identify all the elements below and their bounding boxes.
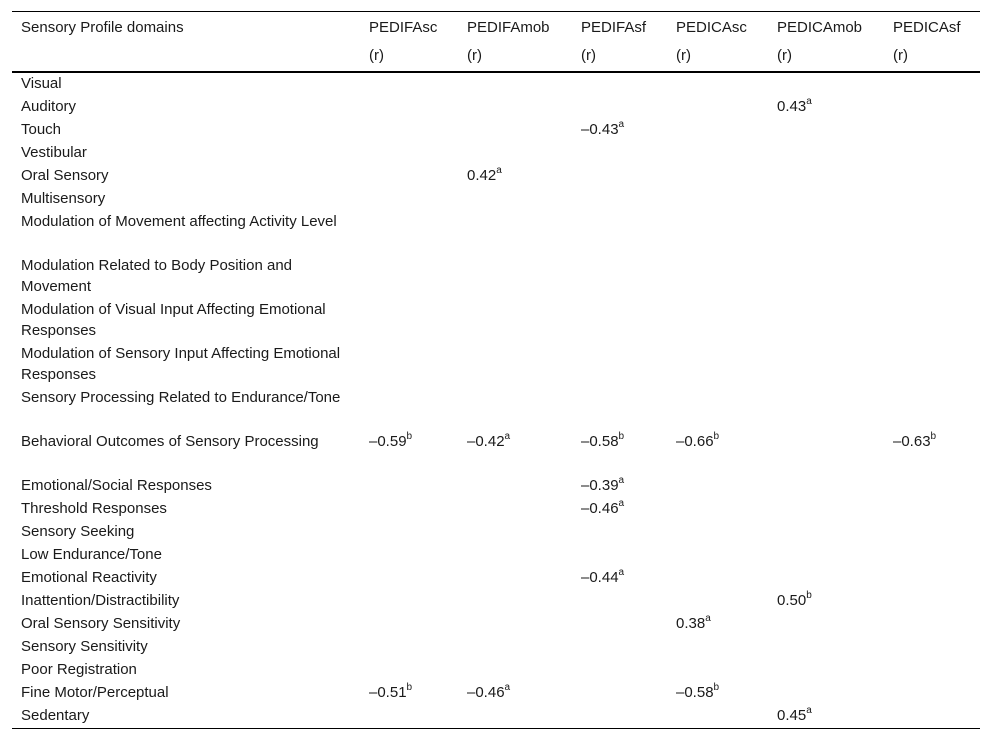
correlation-cell bbox=[884, 211, 980, 255]
table-row bbox=[12, 255, 980, 299]
correlation-value: 0.43 bbox=[777, 98, 807, 115]
correlation-cell bbox=[884, 142, 980, 165]
correlation-cell bbox=[768, 498, 884, 521]
correlation-value: 0.42 bbox=[467, 167, 497, 184]
correlation-cell bbox=[458, 387, 572, 431]
header-unit: (r) bbox=[467, 47, 482, 64]
correlation-cell bbox=[360, 659, 458, 682]
header-unit: (r) bbox=[581, 47, 596, 64]
correlation-cell bbox=[360, 498, 458, 521]
correlation-cell bbox=[572, 567, 667, 590]
significance-marker: b bbox=[406, 682, 413, 693]
correlation-cell bbox=[884, 72, 980, 96]
correlation-cell bbox=[572, 498, 667, 521]
header-col-pedicamob: PEDICAmob bbox=[777, 19, 863, 36]
row-label: Sedentary bbox=[12, 705, 360, 729]
row-label: Emotional/Social Responses bbox=[21, 477, 212, 494]
correlation-cell bbox=[884, 682, 980, 705]
correlation-table bbox=[12, 11, 980, 729]
table-row bbox=[12, 705, 980, 729]
significance-marker: a bbox=[618, 475, 625, 486]
correlation-cell bbox=[458, 590, 572, 613]
correlation-cell bbox=[768, 211, 884, 255]
correlation-cell bbox=[572, 387, 667, 431]
correlation-cell bbox=[768, 255, 884, 299]
table-row bbox=[12, 72, 980, 96]
table-row bbox=[12, 343, 980, 387]
header-row bbox=[12, 12, 980, 44]
correlation-cell bbox=[884, 498, 980, 521]
correlation-cell bbox=[360, 119, 458, 142]
row-label: Oral Sensory bbox=[21, 167, 109, 184]
correlation-cell bbox=[768, 544, 884, 567]
correlation-cell bbox=[458, 165, 572, 188]
row-label: Inattention/Distractibility bbox=[21, 592, 180, 609]
correlation-cell bbox=[884, 659, 980, 682]
correlation-cell bbox=[667, 590, 768, 613]
table-row bbox=[12, 567, 980, 590]
correlation-value: –0.51 bbox=[369, 684, 407, 701]
table-row bbox=[12, 636, 980, 659]
correlation-cell bbox=[572, 299, 667, 343]
correlation-cell bbox=[458, 96, 572, 119]
correlation-cell bbox=[572, 255, 667, 299]
header-unit: (r) bbox=[369, 47, 384, 64]
correlation-cell bbox=[768, 165, 884, 188]
header-col-pedicasc: PEDICAsc bbox=[676, 19, 747, 36]
correlation-cell bbox=[360, 387, 458, 431]
row-label: Modulation of Movement affecting Activity Level bbox=[21, 213, 337, 230]
correlation-cell bbox=[458, 72, 572, 96]
table-row bbox=[12, 299, 980, 343]
correlation-cell bbox=[884, 165, 980, 188]
correlation-cell bbox=[360, 431, 458, 475]
table-body bbox=[12, 72, 980, 729]
correlation-value: 0.45 bbox=[777, 707, 807, 724]
correlation-cell bbox=[667, 498, 768, 521]
correlation-cell bbox=[667, 119, 768, 142]
correlation-value: 0.38 bbox=[676, 615, 706, 632]
table-row bbox=[12, 498, 980, 521]
correlation-cell bbox=[572, 636, 667, 659]
significance-marker: a bbox=[496, 165, 502, 176]
correlation-cell bbox=[360, 96, 458, 119]
correlation-cell bbox=[768, 299, 884, 343]
correlation-cell bbox=[667, 96, 768, 119]
correlation-cell bbox=[458, 431, 572, 475]
correlation-cell bbox=[458, 119, 572, 142]
correlation-cell bbox=[572, 682, 667, 705]
correlation-cell bbox=[458, 521, 572, 544]
correlation-cell bbox=[360, 72, 458, 96]
row-label: Sensory Sensitivity bbox=[21, 638, 148, 655]
correlation-cell bbox=[458, 188, 572, 211]
correlation-cell bbox=[360, 613, 458, 636]
correlation-cell bbox=[458, 211, 572, 255]
significance-marker: b bbox=[713, 431, 720, 442]
correlation-cell bbox=[884, 705, 980, 729]
correlation-cell bbox=[458, 613, 572, 636]
correlation-cell bbox=[360, 590, 458, 613]
header-unit: (r) bbox=[893, 47, 908, 64]
correlation-cell bbox=[884, 343, 980, 387]
correlation-cell bbox=[458, 255, 572, 299]
correlation-cell bbox=[572, 72, 667, 96]
correlation-value: –0.66 bbox=[676, 433, 714, 450]
correlation-cell bbox=[360, 705, 458, 729]
table-row bbox=[12, 521, 980, 544]
row-label: Poor Registration bbox=[21, 661, 137, 678]
correlation-cell bbox=[667, 475, 768, 498]
correlation-value: –0.42 bbox=[467, 433, 505, 450]
correlation-cell bbox=[768, 119, 884, 142]
correlation-cell bbox=[884, 544, 980, 567]
correlation-cell bbox=[884, 431, 980, 475]
significance-marker: a bbox=[504, 431, 511, 442]
correlation-value: –0.58 bbox=[581, 433, 619, 450]
header-col-pedifasf: PEDIFAsf bbox=[581, 19, 647, 36]
correlation-cell bbox=[458, 142, 572, 165]
correlation-value: –0.46 bbox=[467, 684, 505, 701]
correlation-cell bbox=[768, 431, 884, 475]
significance-marker: b bbox=[713, 682, 720, 693]
significance-marker: b bbox=[618, 431, 625, 442]
correlation-cell bbox=[884, 613, 980, 636]
table-row bbox=[12, 590, 980, 613]
correlation-cell bbox=[884, 299, 980, 343]
correlation-value: –0.44 bbox=[581, 569, 619, 586]
correlation-cell bbox=[768, 659, 884, 682]
correlation-cell bbox=[360, 299, 458, 343]
correlation-cell bbox=[667, 387, 768, 431]
correlation-cell bbox=[667, 682, 768, 705]
correlation-cell bbox=[360, 188, 458, 211]
correlation-cell bbox=[768, 475, 884, 498]
significance-marker: a bbox=[705, 613, 711, 624]
row-label: Low Endurance/Tone bbox=[21, 546, 162, 563]
correlation-cell bbox=[360, 475, 458, 498]
correlation-cell bbox=[458, 544, 572, 567]
correlation-cell bbox=[884, 387, 980, 431]
correlation-cell bbox=[458, 659, 572, 682]
header-unit: (r) bbox=[676, 47, 691, 64]
row-label: Oral Sensory Sensitivity bbox=[21, 615, 181, 632]
table-row bbox=[12, 96, 980, 119]
correlation-cell bbox=[768, 590, 884, 613]
correlation-cell bbox=[768, 682, 884, 705]
correlation-cell bbox=[768, 142, 884, 165]
row-label: Modulation of Sensory Input Affecting Emotional Responses bbox=[21, 345, 341, 383]
significance-marker: a bbox=[618, 498, 625, 509]
significance-marker: b bbox=[930, 431, 937, 442]
correlation-cell bbox=[572, 431, 667, 475]
correlation-cell bbox=[884, 96, 980, 119]
correlation-value: –0.46 bbox=[581, 500, 619, 517]
table-row bbox=[12, 119, 980, 142]
correlation-cell bbox=[572, 475, 667, 498]
correlation-cell bbox=[458, 343, 572, 387]
correlation-cell bbox=[884, 636, 980, 659]
correlation-cell bbox=[667, 165, 768, 188]
correlation-cell bbox=[884, 521, 980, 544]
row-label: Sensory Seeking bbox=[21, 523, 135, 540]
correlation-cell bbox=[667, 544, 768, 567]
correlation-cell bbox=[572, 188, 667, 211]
correlation-cell bbox=[360, 211, 458, 255]
correlation-cell bbox=[884, 567, 980, 590]
table-header bbox=[12, 12, 980, 73]
correlation-value: –0.39 bbox=[581, 477, 619, 494]
correlation-cell bbox=[667, 343, 768, 387]
correlation-cell bbox=[884, 475, 980, 498]
correlation-cell bbox=[768, 387, 884, 431]
correlation-cell bbox=[572, 211, 667, 255]
significance-marker: a bbox=[806, 96, 812, 107]
correlation-cell bbox=[572, 590, 667, 613]
correlation-cell bbox=[360, 142, 458, 165]
correlation-cell bbox=[360, 165, 458, 188]
correlation-cell bbox=[572, 119, 667, 142]
correlation-cell bbox=[458, 705, 572, 729]
header-col-pedifasc: PEDIFAsc bbox=[369, 19, 438, 36]
correlation-cell bbox=[768, 521, 884, 544]
correlation-value: –0.58 bbox=[676, 684, 714, 701]
row-label: Threshold Responses bbox=[21, 500, 167, 517]
correlation-cell bbox=[768, 96, 884, 119]
correlation-cell bbox=[667, 431, 768, 475]
header-col-pedicasf: PEDICAsf bbox=[893, 19, 961, 36]
correlation-cell bbox=[667, 255, 768, 299]
table-row bbox=[12, 659, 980, 682]
correlation-cell bbox=[667, 72, 768, 96]
correlation-cell bbox=[768, 72, 884, 96]
correlation-cell bbox=[360, 636, 458, 659]
correlation-cell bbox=[360, 567, 458, 590]
correlation-value: –0.63 bbox=[893, 433, 931, 450]
table-row bbox=[12, 142, 980, 165]
correlation-cell bbox=[360, 521, 458, 544]
correlation-cell bbox=[458, 567, 572, 590]
significance-marker: a bbox=[504, 682, 511, 693]
significance-marker: a bbox=[806, 705, 812, 716]
correlation-cell bbox=[667, 705, 768, 729]
correlation-cell bbox=[572, 544, 667, 567]
correlation-cell bbox=[768, 613, 884, 636]
correlation-cell bbox=[667, 211, 768, 255]
correlation-cell bbox=[884, 119, 980, 142]
row-label: Fine Motor/Perceptual bbox=[21, 684, 169, 701]
row-label: Touch bbox=[21, 121, 62, 138]
correlation-cell bbox=[667, 521, 768, 544]
correlation-value: 0.50 bbox=[777, 592, 807, 609]
table-row bbox=[12, 613, 980, 636]
row-label: Modulation of Visual Input Affecting Emotional Responses bbox=[21, 301, 326, 339]
header-unit-row bbox=[12, 43, 980, 72]
correlation-cell bbox=[572, 521, 667, 544]
correlation-cell bbox=[667, 142, 768, 165]
table-row bbox=[12, 165, 980, 188]
correlation-value: –0.43 bbox=[581, 121, 619, 138]
correlation-cell bbox=[572, 165, 667, 188]
correlation-cell bbox=[572, 96, 667, 119]
row-label: Behavioral Outcomes of Sensory Processing bbox=[21, 433, 319, 450]
correlation-cell bbox=[572, 705, 667, 729]
correlation-cell bbox=[884, 590, 980, 613]
table-row bbox=[12, 544, 980, 567]
row-label: Multisensory bbox=[21, 190, 106, 207]
correlation-cell bbox=[458, 475, 572, 498]
table-row bbox=[12, 387, 980, 431]
row-label: Vestibular bbox=[21, 144, 87, 161]
row-label: Sensory Processing Related to Endurance/Tone bbox=[21, 389, 341, 406]
correlation-cell bbox=[884, 188, 980, 211]
correlation-cell bbox=[768, 636, 884, 659]
correlation-cell bbox=[768, 343, 884, 387]
correlation-cell bbox=[572, 613, 667, 636]
correlation-table-container bbox=[12, 11, 980, 729]
correlation-cell bbox=[667, 188, 768, 211]
correlation-cell bbox=[458, 498, 572, 521]
header-unit-empty bbox=[12, 43, 360, 72]
correlation-cell bbox=[667, 567, 768, 590]
correlation-cell bbox=[572, 142, 667, 165]
correlation-cell bbox=[667, 659, 768, 682]
correlation-cell bbox=[360, 544, 458, 567]
correlation-cell bbox=[768, 188, 884, 211]
table-row bbox=[12, 475, 980, 498]
table-row bbox=[12, 211, 980, 255]
correlation-value: –0.59 bbox=[369, 433, 407, 450]
table-row bbox=[12, 188, 980, 211]
row-label: Modulation Related to Body Position and Movement bbox=[21, 257, 293, 295]
row-label: Visual bbox=[21, 75, 62, 92]
row-label: Emotional Reactivity bbox=[21, 569, 157, 586]
correlation-cell bbox=[458, 299, 572, 343]
correlation-cell bbox=[360, 343, 458, 387]
correlation-cell bbox=[667, 299, 768, 343]
row-label: Auditory bbox=[21, 98, 77, 115]
header-domain: Sensory Profile domains bbox=[21, 19, 184, 36]
correlation-cell bbox=[458, 682, 572, 705]
correlation-cell bbox=[360, 255, 458, 299]
significance-marker: b bbox=[406, 431, 413, 442]
correlation-cell bbox=[458, 636, 572, 659]
significance-marker: a bbox=[618, 119, 625, 130]
table-row bbox=[12, 682, 980, 705]
correlation-cell bbox=[572, 343, 667, 387]
correlation-cell bbox=[768, 705, 884, 729]
correlation-cell bbox=[667, 613, 768, 636]
correlation-cell bbox=[572, 659, 667, 682]
correlation-cell bbox=[768, 567, 884, 590]
table-row bbox=[12, 431, 980, 475]
significance-marker: a bbox=[618, 567, 625, 578]
header-unit: (r) bbox=[777, 47, 792, 64]
header-col-pedifamob: PEDIFAmob bbox=[467, 19, 550, 36]
correlation-cell bbox=[884, 255, 980, 299]
significance-marker: b bbox=[806, 590, 812, 601]
correlation-cell bbox=[667, 636, 768, 659]
correlation-cell bbox=[360, 682, 458, 705]
